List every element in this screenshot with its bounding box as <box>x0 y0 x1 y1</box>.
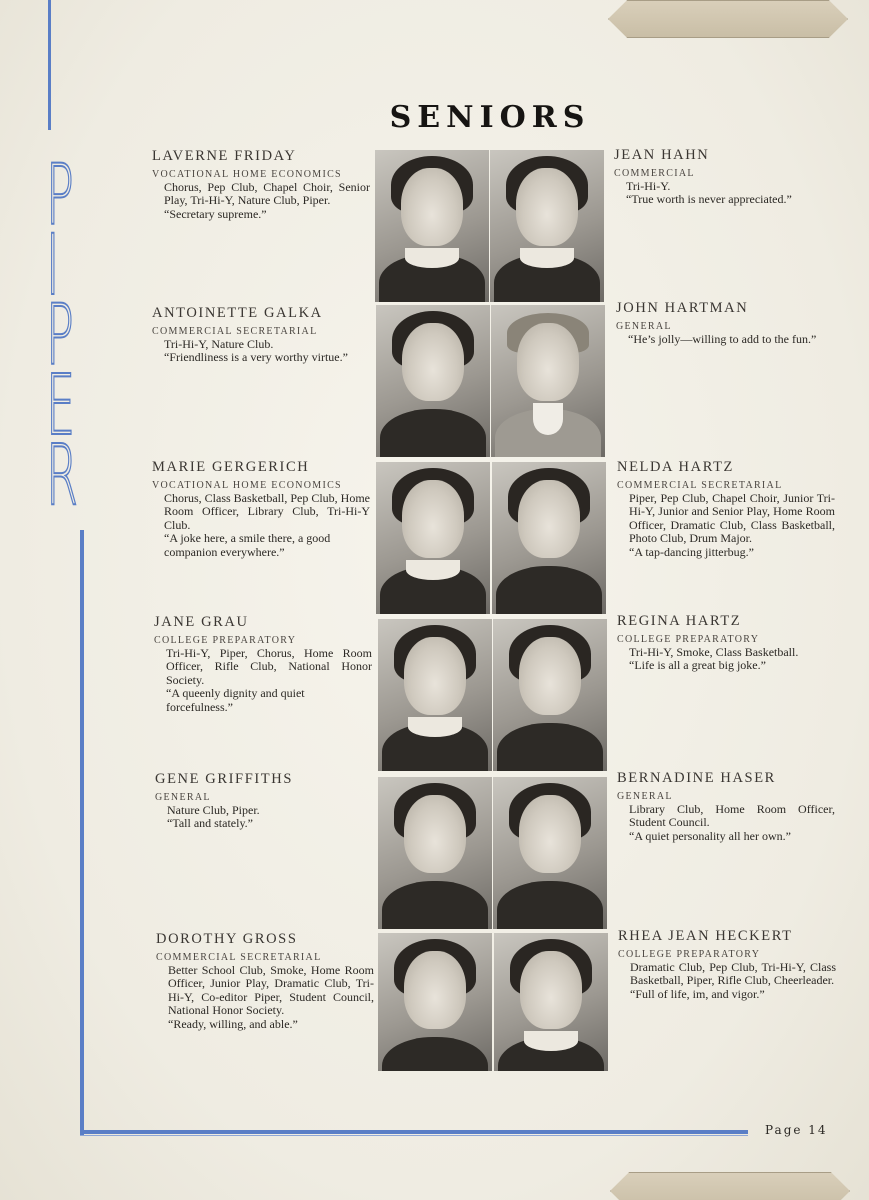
senior-course: COLLEGE PREPARATORY <box>617 634 760 645</box>
piper-masthead <box>46 146 96 524</box>
senior-course: COMMERCIAL <box>614 168 695 179</box>
senior-entry <box>152 148 370 221</box>
senior-activities: Library Club, Home Room Officer, Student Council. <box>629 802 835 830</box>
senior-entry <box>152 305 370 365</box>
senior-name: MARIE GERGERICH <box>152 459 310 475</box>
senior-quote: “Tall and stately.” <box>167 816 254 831</box>
senior-activities: Tri-Hi-Y. <box>626 179 671 193</box>
senior-quote: “A joke here, a smile there, a good companion everywhere.” <box>164 531 331 559</box>
page-title: SENIORS <box>389 100 591 135</box>
senior-quote: “Ready, willing, and able.” <box>168 1016 298 1031</box>
senior-entry <box>617 613 835 673</box>
senior-photo <box>378 777 492 929</box>
masthead-letter: P <box>46 146 74 244</box>
senior-photo <box>375 150 489 302</box>
senior-photo <box>376 305 490 457</box>
senior-name: LAVERNE FRIDAY <box>152 148 297 164</box>
senior-name: REGINA HARTZ <box>617 613 742 629</box>
senior-quote: “True worth is never appreciated.” <box>626 192 792 207</box>
senior-activities: Tri-Hi-Y, Nature Club. <box>164 337 274 351</box>
senior-entry <box>156 931 374 1031</box>
senior-course: VOCATIONAL HOME ECONOMICS <box>152 169 342 180</box>
senior-name: NELDA HARTZ <box>617 459 735 475</box>
senior-course: COLLEGE PREPARATORY <box>154 635 297 646</box>
senior-activities: Better School Club, Smoke, Home Room Officer, Junior Play, Dramatic Club, Tri-Hi-Y, Co-editor Piper, Student Council, National Honor Society. <box>168 963 374 1018</box>
senior-name: BERNADINE HASER <box>617 770 776 786</box>
senior-quote: “He’s jolly—willing to add to the fun.” <box>628 332 817 346</box>
senior-course: GENERAL <box>155 792 211 803</box>
senior-activities: Chorus, Class Basketball, Pep Club, Home Room Officer, Library Club, Tri-Hi-Y Club. <box>164 491 370 532</box>
senior-entry <box>617 770 835 843</box>
masthead-letter: P <box>46 286 74 384</box>
masthead-letter: R <box>46 426 79 524</box>
senior-photo <box>492 462 606 614</box>
senior-entry <box>614 147 832 207</box>
masthead-letter: I <box>46 216 60 314</box>
senior-quote: “Friendliness is a very worthy virtue.” <box>164 350 348 365</box>
senior-activities: Nature Club, Piper. <box>167 803 260 817</box>
masthead-letter: E <box>46 356 76 454</box>
senior-entry <box>155 771 373 831</box>
senior-course: GENERAL <box>616 321 672 332</box>
senior-quote: “Full of life, im, and vigor.” <box>630 986 765 1001</box>
senior-quote: “A quiet personality all her own.” <box>629 828 791 843</box>
senior-photo <box>376 462 490 614</box>
senior-photo <box>378 619 492 771</box>
senior-name: RHEA JEAN HECKERT <box>618 928 793 944</box>
senior-photo <box>490 150 604 302</box>
border-line-bottom <box>80 1130 748 1134</box>
senior-name: GENE GRIFFITHS <box>155 771 294 787</box>
senior-entry <box>618 928 836 1001</box>
senior-entry <box>152 459 370 559</box>
senior-name: DOROTHY GROSS <box>156 931 298 947</box>
senior-course: COMMERCIAL SECRETARIAL <box>156 952 322 963</box>
senior-name: JANE GRAU <box>154 614 249 630</box>
senior-entry <box>616 300 834 346</box>
senior-quote: “Secretary supreme.” <box>164 206 267 221</box>
senior-course: VOCATIONAL HOME ECONOMICS <box>152 480 342 491</box>
senior-photo <box>493 777 607 929</box>
senior-name: JOHN HARTMAN <box>616 300 749 316</box>
page-tab-top <box>608 0 848 38</box>
border-line-bottom-thin <box>80 1135 748 1136</box>
senior-activities: Piper, Pep Club, Chapel Choir, Junior Tri-Hi-Y, Junior and Senior Play, Home Room Officer, Dramatic Club, Class Basketball, Photo Club, Drum Major. <box>629 491 835 546</box>
senior-activities: Chorus, Pep Club, Chapel Choir, Senior Play, Tri-Hi-Y, Nature Club, Piper. <box>164 180 370 208</box>
senior-course: COLLEGE PREPARATORY <box>618 949 761 960</box>
senior-photo <box>494 933 608 1071</box>
border-line-left <box>80 530 84 1136</box>
senior-entry <box>154 614 372 714</box>
senior-photo <box>493 619 607 771</box>
senior-entry <box>617 459 835 559</box>
senior-quote: “A tap-dancing jitterbug.” <box>629 544 754 559</box>
senior-name: JEAN HAHN <box>614 147 710 163</box>
senior-activities: Tri-Hi-Y, Piper, Chorus, Home Room Officer, Rifle Club, National Honor Society. <box>166 646 372 687</box>
senior-name: ANTOINETTE GALKA <box>152 305 323 321</box>
senior-course: GENERAL <box>617 791 673 802</box>
senior-course: COMMERCIAL SECRETARIAL <box>152 326 318 337</box>
senior-course: COMMERCIAL SECRETARIAL <box>617 480 783 491</box>
page-number: Page 14 <box>765 1123 828 1137</box>
senior-photo <box>491 305 605 457</box>
senior-quote: “Life is all a great big joke.” <box>629 658 766 673</box>
page-tab-bottom <box>610 1172 850 1200</box>
senior-activities: Tri-Hi-Y, Smoke, Class Basketball. <box>629 645 799 659</box>
senior-activities: Dramatic Club, Pep Club, Tri-Hi-Y, Class Basketball, Piper, Rifle Club, Cheerleader. <box>630 960 836 988</box>
border-line-top <box>48 0 51 130</box>
senior-quote: “A queenly dignity and quiet forcefulness.” <box>166 686 305 714</box>
senior-photo <box>378 933 492 1071</box>
